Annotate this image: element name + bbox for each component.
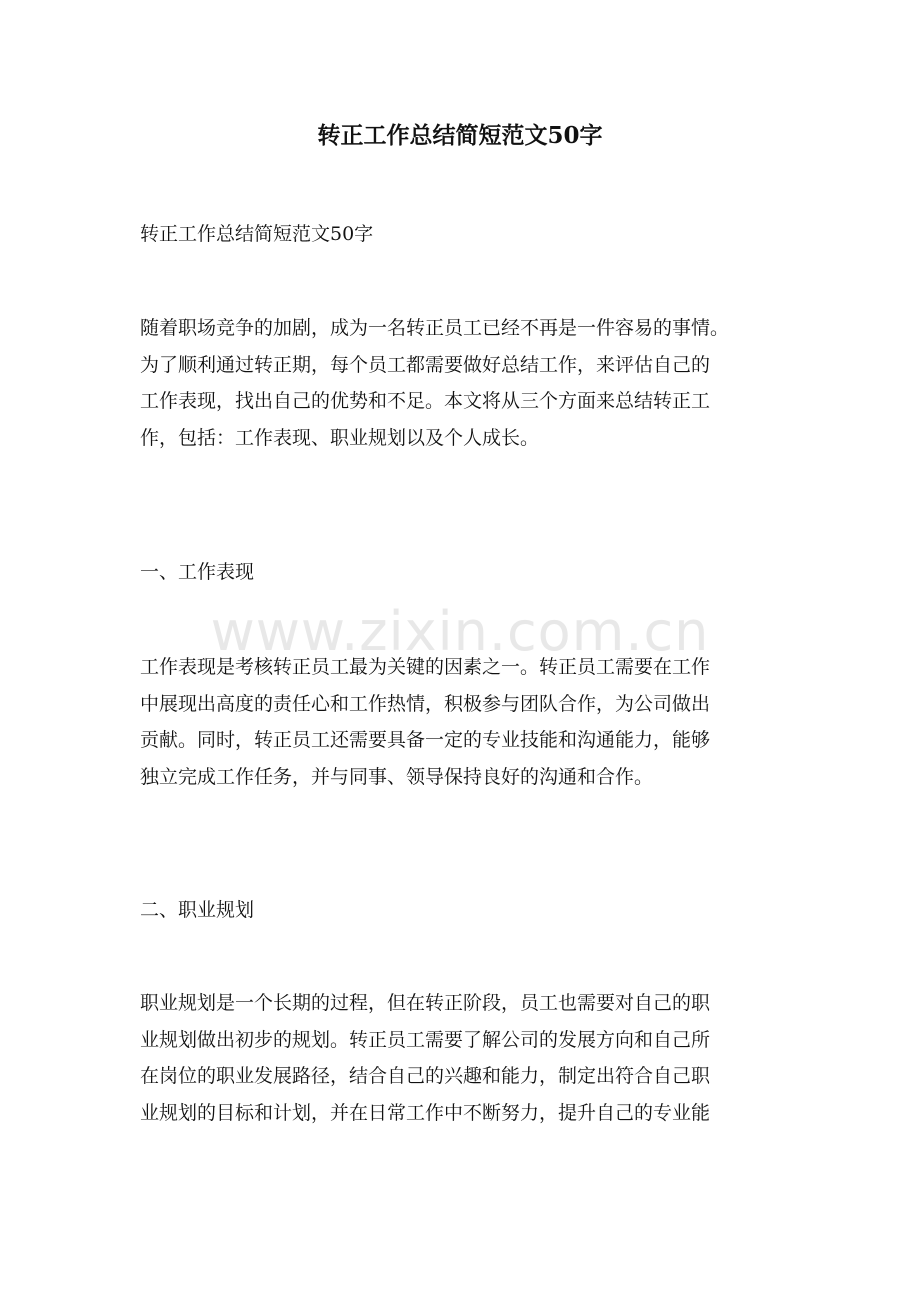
heading-line: 一、工作表现: [140, 561, 255, 583]
paragraph-line: 工作表现，找出自己的优势和不足。本文将从三个方面来总结转正工: [140, 390, 711, 412]
paragraph-line: 工作表现是考核转正员工最为关键的因素之一。转正员工需要在工作: [140, 656, 711, 678]
career-planning-paragraph: [140, 985, 800, 1131]
paragraph-line: 随着职场竞争的加剧，成为一名转正员工已经不再是一件容易的事情。: [140, 317, 730, 339]
paragraph-line: 贡献。同时，转正员工还需要具备一定的专业技能和沟通能力，能够: [140, 729, 711, 751]
document-title: 转正工作总结简短范文50字: [317, 122, 603, 149]
paragraph-line: 在岗位的职业发展路径，结合自己的兴趣和能力，制定出符合自己职: [140, 1065, 711, 1087]
paragraph-line: 独立完成工作任务，并与同事、领导保持良好的沟通和合作。: [140, 765, 654, 788]
paragraph-line: 作，包括：工作表现、职业规划以及个人成长。: [140, 426, 540, 449]
paragraph-line: 业规划做出初步的规划。转正员工需要了解公司的发展方向和自己所: [140, 1028, 711, 1051]
paragraph-line: 职业规划是一个长期的过程，但在转正阶段，员工也需要对自己的职: [140, 992, 711, 1014]
subtitle-line: 转正工作总结简短范文50字: [140, 223, 374, 245]
paragraph-line: 为了顺利通过转正期，每个员工都需要做好总结工作，来评估自己的: [140, 353, 711, 376]
heading-line: 二、职业规划: [140, 899, 255, 921]
section-heading-work-performance: [140, 554, 800, 590]
work-performance-paragraph: [140, 649, 800, 795]
document-subtitle: [140, 216, 800, 252]
watermark-text: www.zixin.com.cn: [210, 600, 710, 663]
section-heading-career-planning: [140, 892, 800, 928]
intro-paragraph: [140, 310, 800, 456]
paragraph-line: 业规划的目标和计划，并在日常工作中不断努力，提升自己的专业能: [140, 1101, 711, 1124]
paragraph-line: 中展现出高度的责任心和工作热情，积极参与团队合作，为公司做出: [140, 692, 711, 715]
